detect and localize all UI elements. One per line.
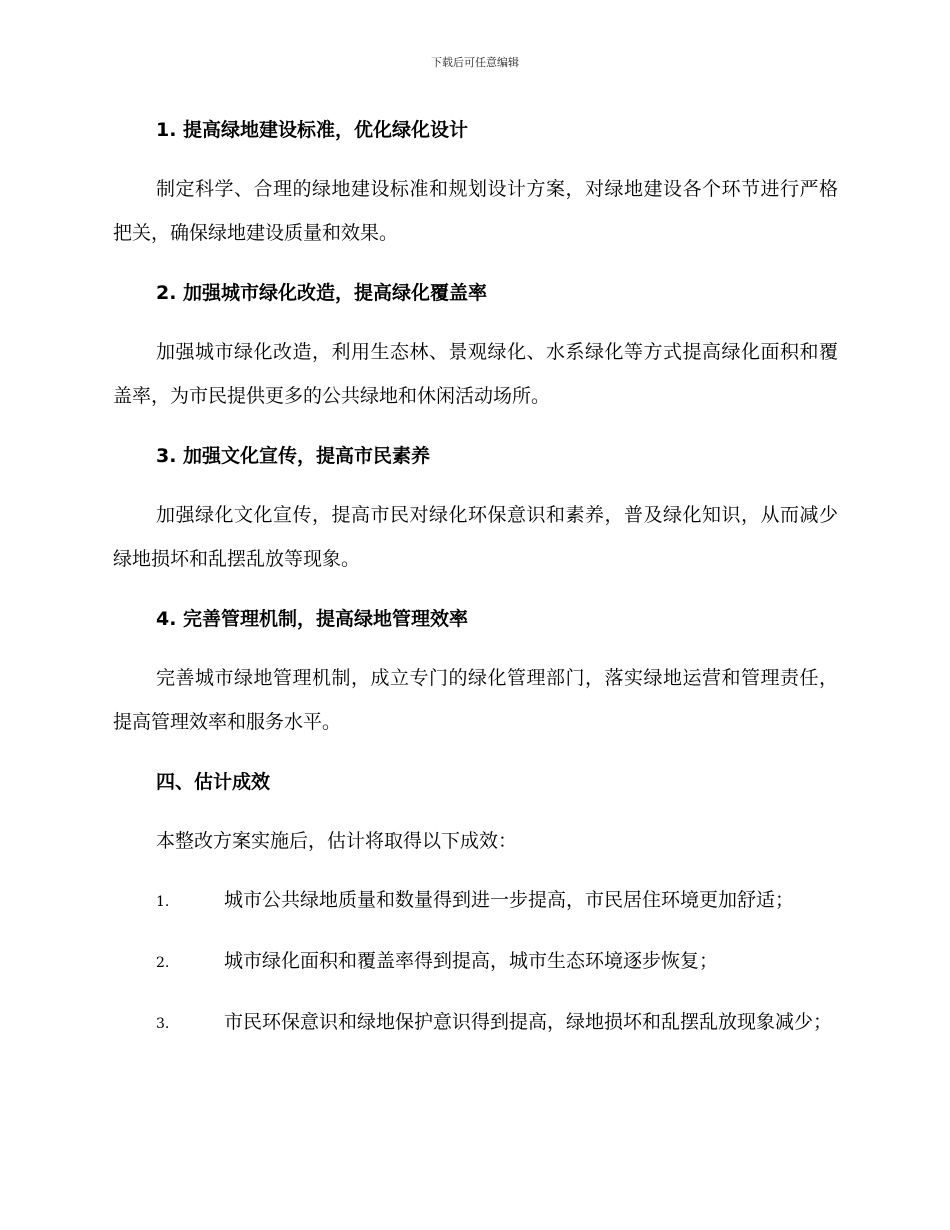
list-item-number: 3. bbox=[156, 1016, 170, 1032]
section-heading-3: 3. 加强文化宣传，提高市民素养 bbox=[156, 445, 431, 467]
page-header: 下载后可任意编辑 bbox=[431, 56, 519, 69]
chapter-intro: 本整改方案实施后，估计将取得以下成效： bbox=[156, 830, 518, 852]
section-heading-1: 1. 提高绿地建设标准，优化绿化设计 bbox=[156, 119, 469, 141]
section-heading-2: 2. 加强城市绿化改造，提高绿化覆盖率 bbox=[156, 282, 488, 304]
list-item bbox=[113, 939, 838, 985]
list-item bbox=[113, 878, 838, 924]
section-body-4: 完善城市绿地管理机制，成立专门的绿化管理部门，落实绿地运营和管理责任，提高管理效率和服务水平。 bbox=[113, 667, 838, 733]
section-body-1: 制定科学、合理的绿地建设标准和规划设计方案，对绿地建设各个环节进行严格把关，确保绿地建设质量和效果。 bbox=[113, 178, 838, 244]
list-item-text: 城市公共绿地质量和数量得到进一步提高，市民居住环境更加舒适； bbox=[224, 889, 795, 911]
list-item-text: 城市绿化面积和覆盖率得到提高，城市生态环境逐步恢复； bbox=[224, 950, 719, 972]
list-item-text: 市民环保意识和绿地保护意识得到提高，绿地损坏和乱摆乱放现象减少； bbox=[224, 1011, 833, 1033]
list-item bbox=[113, 1000, 838, 1046]
document-body bbox=[113, 108, 838, 1046]
section-body-2: 加强城市绿化改造，利用生态林、景观绿化、水系绿化等方式提高绿化面积和覆盖率，为市民提供更多的公共绿地和休闲活动场所。 bbox=[113, 341, 838, 407]
list-item-number: 2. bbox=[156, 955, 170, 971]
list-item-number: 1. bbox=[156, 894, 170, 910]
chapter-heading: 四、估计成效 bbox=[156, 771, 271, 793]
section-body-3: 加强绿化文化宣传，提高市民对绿化环保意识和素养，普及绿化知识，从而减少绿地损坏和乱摆乱放等现象。 bbox=[113, 504, 838, 570]
section-heading-4: 4. 完善管理机制，提高绿地管理效率 bbox=[156, 608, 469, 630]
